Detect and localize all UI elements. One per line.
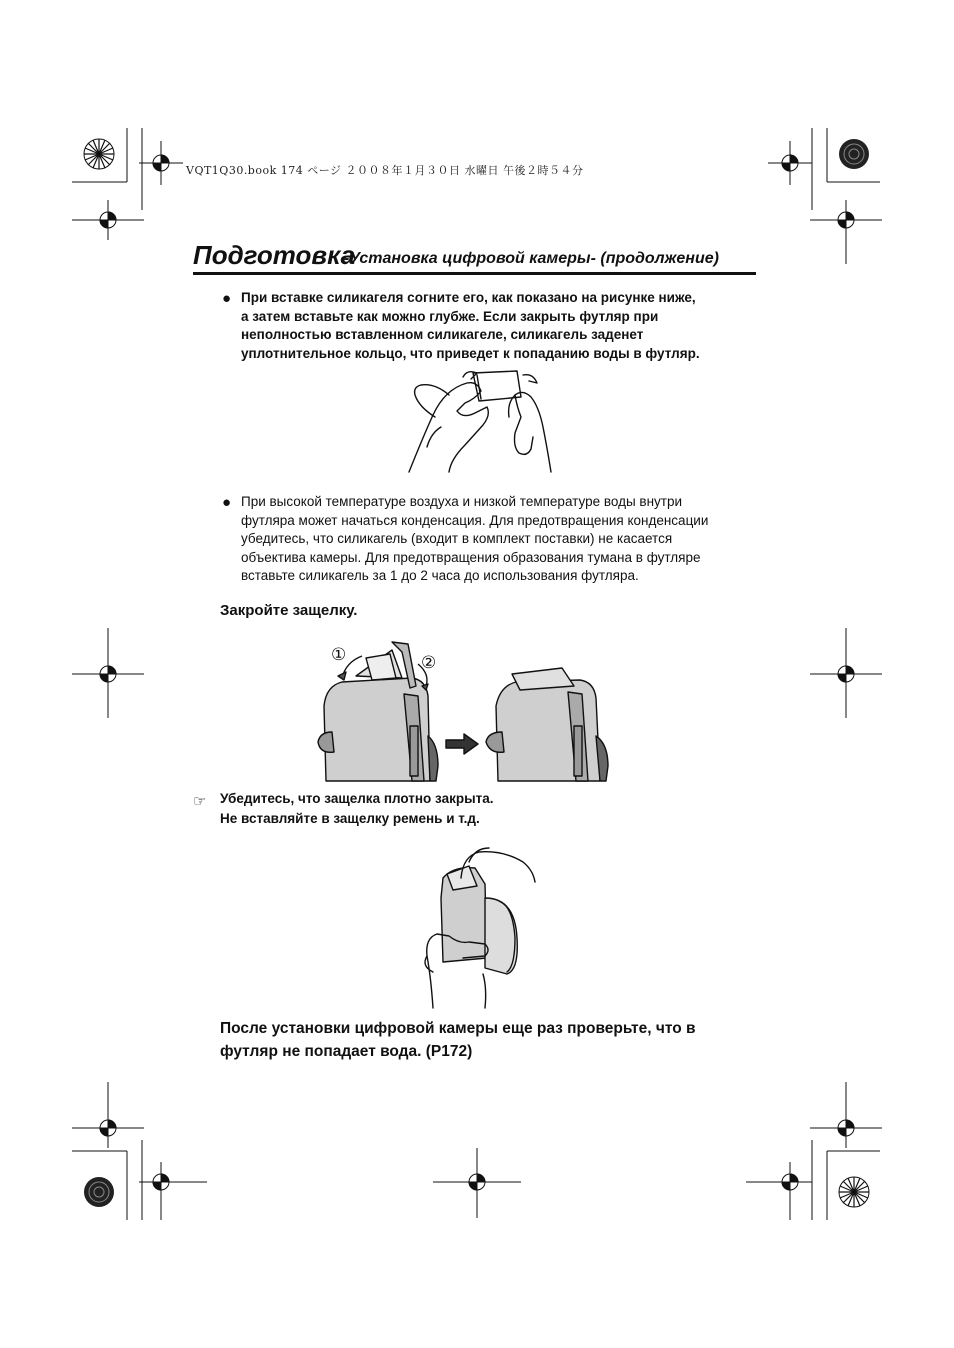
print-header: VQT1Q30.book 174 ページ ２００８年１月３０日 水曜日 午後２時５４分 bbox=[186, 164, 584, 177]
checking-latch-illustration bbox=[423, 838, 538, 1008]
paragraph-line: При высокой температуре воздуха и низкой температуре воды внутри bbox=[241, 494, 683, 509]
dark-target-icon bbox=[83, 1176, 115, 1208]
hands-folding-silica-gel-illustration bbox=[405, 367, 555, 472]
final-instruction-check-water bbox=[220, 1017, 760, 1063]
registration-mark-icon bbox=[88, 1108, 128, 1148]
latch-closing-illustration bbox=[312, 636, 612, 781]
final-line: футляр не попадает вода. (P172) bbox=[220, 1043, 473, 1060]
pointing-hand-icon: ☞ bbox=[193, 793, 207, 810]
title-underline bbox=[193, 272, 756, 275]
bullet-marker: ● bbox=[222, 494, 232, 511]
paragraph-line: уплотнительное кольцо, что приведет к попаданию воды в футляр. bbox=[241, 345, 700, 361]
final-line: После установки цифровой камеры еще раз проверьте, что в bbox=[220, 1020, 696, 1037]
step-close-latch: Закройте защелку. bbox=[220, 602, 358, 619]
registration-mark-icon bbox=[141, 1162, 181, 1202]
registration-mark-icon bbox=[141, 143, 181, 183]
page-subtitle: -Установка цифровой камеры- (продолжение) bbox=[344, 250, 719, 267]
note-line-latch-closed: Убедитесь, что защелка плотно закрыта. bbox=[220, 791, 494, 806]
registration-mark-icon bbox=[88, 200, 128, 240]
registration-mark-icon bbox=[770, 143, 810, 183]
paragraph-line: При вставке силикагеля согните его, как показано на рисунке ниже, bbox=[241, 290, 696, 305]
step-marker-1: ① bbox=[331, 645, 347, 664]
paragraph-line: неполностью вставленном силикагеле, силикагель заденет bbox=[241, 327, 644, 343]
starburst-target-icon bbox=[83, 138, 115, 170]
step-marker-2: ② bbox=[421, 653, 437, 672]
note-line-no-strap: Не вставляйте в защелку ремень и т.д. bbox=[220, 811, 480, 826]
paragraph-line: футляра может начаться конденсация. Для предотвращения конденсации bbox=[241, 512, 709, 528]
registration-mark-icon bbox=[770, 1162, 810, 1202]
registration-mark-icon bbox=[457, 1162, 497, 1202]
bullet-paragraph-condensation bbox=[241, 493, 761, 586]
page-title: Подготовка bbox=[193, 240, 356, 270]
registration-mark-icon bbox=[826, 654, 866, 694]
bullet-paragraph-silica-gel-insertion bbox=[241, 289, 761, 363]
bullet-marker: ● bbox=[222, 290, 232, 307]
registration-mark-icon bbox=[88, 654, 128, 694]
paragraph-line: вставьте силикагель за 1 до 2 часа до использования футляра. bbox=[241, 568, 639, 584]
paragraph-line: а затем вставьте как можно глубже. Если закрыть футляр при bbox=[241, 308, 659, 324]
registration-mark-icon bbox=[826, 200, 866, 240]
paragraph-line: объектива камеры. Для предотвращения образования тумана в футляре bbox=[241, 549, 701, 565]
starburst-target-icon bbox=[838, 1176, 870, 1208]
dark-target-icon bbox=[838, 138, 870, 170]
paragraph-line: убедитесь, что силикагель (входит в комплект поставки) не касается bbox=[241, 531, 673, 547]
registration-mark-icon bbox=[826, 1108, 866, 1148]
